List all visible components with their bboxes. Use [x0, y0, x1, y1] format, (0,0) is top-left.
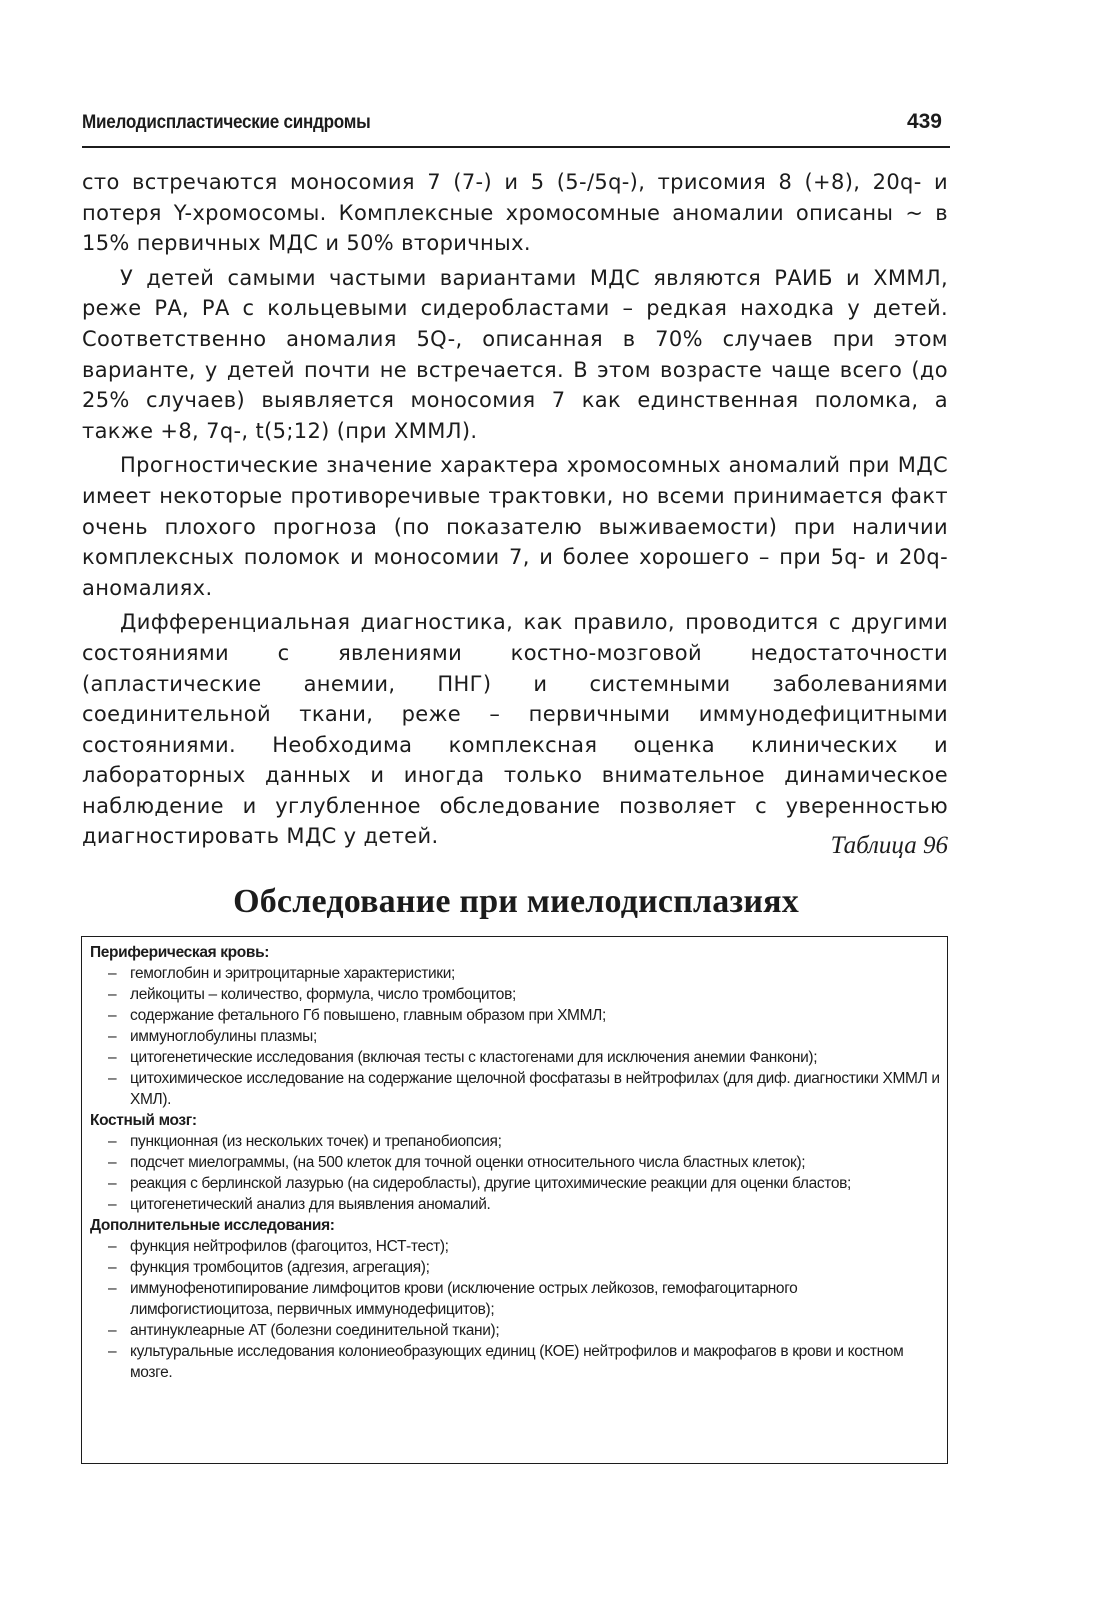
section-list	[90, 1236, 941, 1383]
table-section	[90, 942, 941, 1110]
list-item	[90, 1068, 941, 1110]
section-title: Костный мозг:	[90, 1112, 197, 1129]
list-item-text: содержание фетального Гб повышено, главным образом при ХММЛ;	[130, 1007, 606, 1024]
list-item	[90, 1341, 941, 1383]
list-item	[90, 1047, 941, 1068]
table-title: Обследование при миелодисплазиях	[233, 883, 799, 920]
dash-marker: –	[108, 1280, 117, 1297]
list-item-text: подсчет миелограммы, (на 500 клеток для точной оценки относительного числа бластных клеток);	[130, 1154, 806, 1171]
running-header	[82, 106, 950, 148]
dash-marker: –	[108, 1175, 117, 1192]
list-item	[90, 1131, 941, 1152]
list-item	[90, 1005, 941, 1026]
examination-table	[81, 936, 948, 1464]
list-item	[90, 984, 941, 1005]
dash-marker: –	[108, 1154, 117, 1171]
section-title: Периферическая кровь:	[90, 944, 270, 961]
list-item	[90, 1194, 941, 1215]
dash-marker: –	[108, 1196, 117, 1213]
table-section	[90, 1110, 941, 1215]
dash-marker: –	[108, 1343, 117, 1360]
list-item	[90, 1236, 941, 1257]
list-item	[90, 1278, 941, 1320]
section-list	[90, 963, 941, 1110]
dash-marker: –	[108, 1028, 117, 1045]
list-item-text: цитогенетический анализ для выявления аномалий.	[130, 1196, 491, 1213]
list-item	[90, 1026, 941, 1047]
list-item-text: антинуклеарные АТ (болезни соединительной ткани);	[130, 1322, 500, 1339]
list-item	[90, 1152, 941, 1173]
dash-marker: –	[108, 1049, 117, 1066]
list-item-text: иммуноглобулины плазмы;	[130, 1028, 317, 1045]
list-item	[90, 963, 941, 984]
list-item-text: функция тромбоцитов (адгезия, агрегация);	[130, 1259, 430, 1276]
list-item-text: культуральные исследования колониеобразующих единиц (КОЕ) нейтрофилов и макрофагов в крови и костном мозге.	[130, 1343, 904, 1381]
list-item-text: реакция с берлинской лазурью (на сидеробласты), другие цитохимические реакции для оценки бластов;	[130, 1175, 851, 1192]
list-item-text: иммунофенотипирование лимфоцитов крови (исключение острых лейкозов, гемофагоцитарного лимфогистиоцитоза, первичных иммунодефицитов);	[130, 1280, 798, 1318]
running-title: Миелодиспластические синдромы	[82, 112, 371, 133]
list-item-text: функция нейтрофилов (фагоцитоз, НСТ-тест);	[130, 1238, 449, 1255]
dash-marker: –	[108, 986, 117, 1003]
page-number: 439	[906, 110, 942, 133]
dash-marker: –	[108, 1259, 117, 1276]
list-item-text: цитохимическое исследование на содержание щелочной фосфатазы в нейтрофилах (для диф. диагностики ХММЛ и ХМЛ).	[130, 1070, 940, 1108]
paragraph: сто встречаются моносомия 7 (7-) и 5 (5-/5q-), трисомия 8 (+8), 20q- и потеря Y-хромосомы. Комплексные хромосомные аномалии описаны ~ в 15% первичных МДС и 50% вторичных.	[82, 170, 948, 256]
section-title: Дополнительные исследования:	[90, 1217, 335, 1234]
section-list	[90, 1131, 941, 1215]
dash-marker: –	[108, 965, 117, 982]
list-item	[90, 1173, 941, 1194]
dash-marker: –	[108, 1007, 117, 1024]
paragraph: Прогностические значение характера хромосомных аномалий при МДС имеет некоторые противоречивые трактовки, но всеми принимается факт очень плохого прогноза (по показателю выживаемости) при наличии комплексных поломок и моносомии 7, и более хорошего – при 5q- и 20q- аномалиях.	[82, 453, 948, 600]
dash-marker: –	[108, 1070, 117, 1087]
list-item-text: гемоглобин и эритроцитарные характеристики;	[130, 965, 456, 982]
list-item	[90, 1257, 941, 1278]
body-text	[82, 167, 948, 856]
dash-marker: –	[108, 1133, 117, 1150]
table-section	[90, 1215, 941, 1383]
paragraph: У детей самыми частыми вариантами МДС являются РАИБ и ХММЛ, реже РА, РА с кольцевыми сидеробластами – редкая находка у детей. Соответственно аномалия 5Q-, описанная в 70% случаев при этом варианте, у детей почти не встречается. В этом возрасте чаще всего (до 25% случаев) выявляется моносомия 7 как единственная поломка, а также +8, 7q-, t(5;12) (при ХММЛ).	[82, 265, 948, 443]
list-item-text: цитогенетические исследования (включая тесты с кластогенами для исключения анемии Фанкони);	[130, 1049, 818, 1066]
paragraph: Дифференциальная диагностика, как правило, проводится с другими состояниями с явлениями костно-мозговой недостаточности (апластические анемии, ПНГ) и системными заболеваниями соединительной ткани, реже – первичными иммунодефицитными состояниями. Необходима комплексная оценка клинических и лабораторных данных и иногда только внимательное динамическое наблюдение и углубленное обследование позволяет с уверенностью диагностировать МДС у детей.	[82, 610, 948, 849]
list-item	[90, 1320, 941, 1341]
list-item-text: пункционная (из нескольких точек) и трепанобиопсия;	[130, 1133, 502, 1150]
list-item-text: лейкоциты – количество, формула, число тромбоцитов;	[130, 986, 516, 1003]
table-label: Таблица 96	[830, 832, 948, 859]
dash-marker: –	[108, 1238, 117, 1255]
dash-marker: –	[108, 1322, 117, 1339]
